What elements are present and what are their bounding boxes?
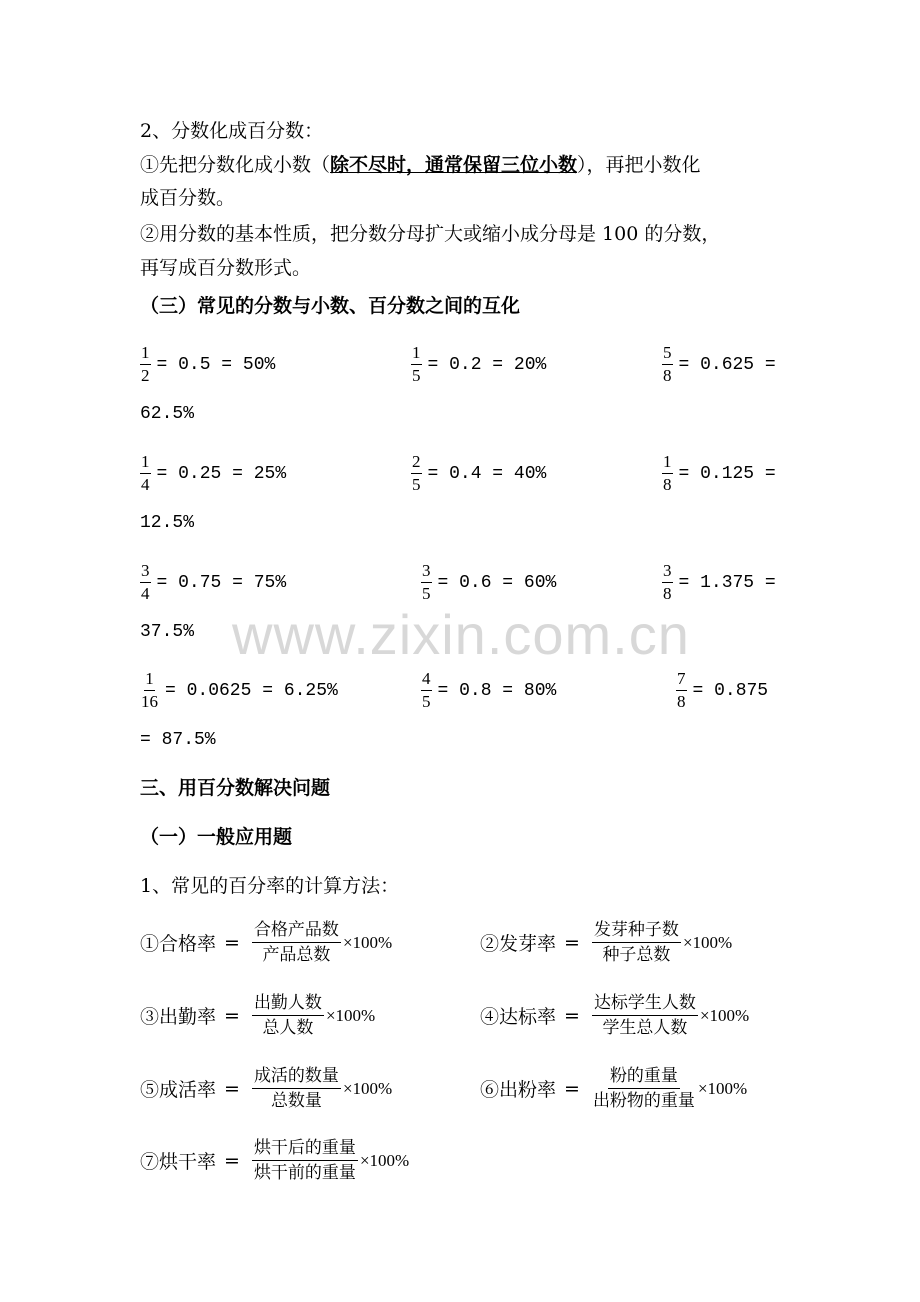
conversion-item	[140, 451, 286, 496]
fraction	[140, 342, 151, 387]
fraction	[140, 560, 151, 605]
fraction	[411, 342, 422, 387]
fraction-numerator: 2	[411, 451, 422, 474]
fraction-denominator: 烘干前的重量	[253, 1163, 356, 1182]
fraction	[662, 560, 673, 605]
conversion-item	[411, 342, 546, 387]
fraction	[411, 451, 422, 496]
fraction-numerator: 3	[662, 560, 673, 583]
rate-name: ②发芽率	[480, 933, 557, 955]
fraction-numerator: 3	[421, 560, 432, 583]
fraction	[592, 1064, 696, 1113]
conversion-item	[662, 560, 776, 605]
times-100-percent: ×100%	[325, 1005, 376, 1025]
conversion-item	[676, 668, 768, 713]
fraction-denominator: 产品总数	[262, 945, 331, 964]
rate-name: ⑥出粉率	[480, 1079, 557, 1101]
conversion-equation: = 0.875	[692, 680, 769, 701]
fraction-numerator: 粉的重量	[608, 1064, 680, 1089]
equals-sign: =	[564, 931, 580, 954]
fraction-numerator: 1	[411, 342, 422, 365]
fraction-numerator: 1	[662, 451, 673, 474]
rate-name: ①合格率	[140, 933, 217, 955]
fraction-denominator: 5	[412, 475, 421, 494]
fraction-numerator: 4	[421, 668, 432, 691]
paragraph-method-1-cont: 成百分数。	[140, 187, 236, 209]
conversion-equation: = 0.2 = 20%	[427, 354, 547, 375]
fraction-numerator: 出勤人数	[252, 991, 324, 1016]
fraction-numerator: 1	[140, 451, 151, 474]
fraction-denominator: 5	[422, 692, 431, 711]
conversion-item	[421, 668, 556, 713]
rate-formula	[480, 991, 749, 1040]
conversion-item	[140, 342, 275, 387]
subsection-heading-general-problems: （一）一般应用题	[140, 826, 293, 848]
fraction-denominator: 4	[141, 475, 150, 494]
rate-formula	[140, 1064, 392, 1113]
conversion-item	[140, 668, 338, 713]
equals-sign: =	[224, 1004, 240, 1027]
conversion-equation: = 1.375 =	[678, 572, 776, 593]
fraction	[252, 1064, 341, 1113]
conversion-equation: = 0.25 = 25%	[156, 463, 287, 484]
conversion-item	[421, 560, 556, 605]
fraction-numerator: 1	[144, 668, 155, 691]
fraction-denominator: 2	[141, 366, 150, 385]
times-100-percent: ×100%	[342, 932, 393, 952]
times-100-percent: ×100%	[342, 1078, 393, 1098]
fraction-numerator: 烘干后的重量	[252, 1136, 358, 1161]
rate-name: ⑦烘干率	[140, 1151, 217, 1173]
rate-formula	[480, 1064, 747, 1113]
fraction	[676, 668, 687, 713]
fraction-denominator: 4	[141, 584, 150, 603]
equals-sign: =	[224, 931, 240, 954]
fraction-numerator: 1	[140, 342, 151, 365]
fraction	[140, 668, 159, 713]
conversion-equation: = 0.5 = 50%	[156, 354, 276, 375]
fraction-numerator: 达标学生人数	[592, 991, 698, 1016]
fraction-numerator: 合格产品数	[252, 918, 341, 943]
fraction	[592, 991, 698, 1040]
times-100-percent: ×100%	[697, 1078, 748, 1098]
conversion-equation: = 0.6 = 60%	[437, 572, 557, 593]
conversion-item	[662, 451, 776, 496]
rate-formula	[140, 1136, 409, 1185]
fraction	[252, 918, 341, 967]
fraction	[252, 1136, 358, 1185]
conversion-wrap-text: 37.5%	[140, 622, 195, 642]
fraction-denominator: 种子总数	[602, 945, 671, 964]
section-common-conversions-heading: （三）常见的分数与小数、百分数之间的互化	[140, 295, 521, 317]
conversion-wrap-text: = 87.5%	[140, 730, 216, 750]
section-heading-percent-problems: 三、用百分数解决问题	[140, 777, 331, 799]
fraction-numerator: 3	[140, 560, 151, 583]
rate-formula	[480, 918, 732, 967]
fraction	[421, 560, 432, 605]
equals-sign: =	[224, 1077, 240, 1100]
conversion-equation: = 0.625 =	[678, 354, 776, 375]
fraction-numerator: 7	[676, 668, 687, 691]
conversion-equation: = 0.75 = 75%	[156, 572, 287, 593]
fraction-denominator: 8	[663, 475, 672, 494]
fraction-denominator: 5	[412, 366, 421, 385]
conversion-equation: = 0.8 = 80%	[437, 680, 557, 701]
conversion-equation: = 0.0625 = 6.25%	[165, 680, 338, 701]
equals-sign: =	[564, 1077, 580, 1100]
conversion-wrap-text: 62.5%	[140, 404, 195, 424]
fraction-denominator: 8	[663, 584, 672, 603]
fraction-denominator: 8	[663, 366, 672, 385]
equals-sign: =	[564, 1004, 580, 1027]
rate-name: ③出勤率	[140, 1006, 217, 1028]
fraction-denominator: 5	[422, 584, 431, 603]
times-100-percent: ×100%	[359, 1150, 410, 1170]
equals-sign: =	[224, 1149, 240, 1172]
paragraph-fraction-to-percent-title: 2、分数化成百分数：	[140, 120, 324, 142]
fraction-denominator: 出粉物的重量	[592, 1091, 695, 1110]
rate-name: ④达标率	[480, 1006, 557, 1028]
conversion-item	[140, 560, 286, 605]
fraction-denominator: 总人数	[262, 1018, 314, 1037]
fraction-denominator: 学生总人数	[602, 1018, 688, 1037]
paragraph-rates-title: 1、常见的百分率的计算方法：	[140, 875, 400, 897]
fraction	[662, 342, 673, 387]
fraction-numerator: 5	[662, 342, 673, 365]
paragraph-method-2-line1: ②用分数的基本性质，把分数分母扩大或缩小成分母是 100 的分数，	[140, 223, 721, 245]
fraction	[140, 451, 151, 496]
method-1-suffix: ），再把小数化	[577, 154, 701, 176]
method-1-emphasis: 除不尽时，通常保留三位小数	[330, 154, 578, 176]
fraction-numerator: 发芽种子数	[592, 918, 681, 943]
fraction	[662, 451, 673, 496]
conversion-equation: = 0.4 = 40%	[427, 463, 547, 484]
fraction-denominator: 8	[677, 692, 686, 711]
conversion-item	[411, 451, 546, 496]
fraction	[421, 668, 432, 713]
method-1-prefix: ①先把分数化成小数（	[140, 154, 331, 176]
times-100-percent: ×100%	[682, 932, 733, 952]
fraction-denominator: 总数量	[270, 1091, 322, 1110]
fraction-denominator: 16	[141, 692, 158, 711]
fraction	[592, 918, 681, 967]
watermark: www.zixin.com.cn	[232, 603, 690, 666]
conversion-equation: = 0.125 =	[678, 463, 776, 484]
times-100-percent: ×100%	[699, 1005, 750, 1025]
paragraph-method-1	[140, 150, 701, 180]
conversion-wrap-text: 12.5%	[140, 513, 195, 533]
fraction-numerator: 成活的数量	[252, 1064, 341, 1089]
paragraph-method-2-line2: 再写成百分数形式。	[140, 257, 312, 279]
rate-formula	[140, 918, 392, 967]
conversion-item	[662, 342, 776, 387]
rate-formula	[140, 991, 375, 1040]
rate-name: ⑤成活率	[140, 1079, 217, 1101]
fraction	[252, 991, 324, 1040]
